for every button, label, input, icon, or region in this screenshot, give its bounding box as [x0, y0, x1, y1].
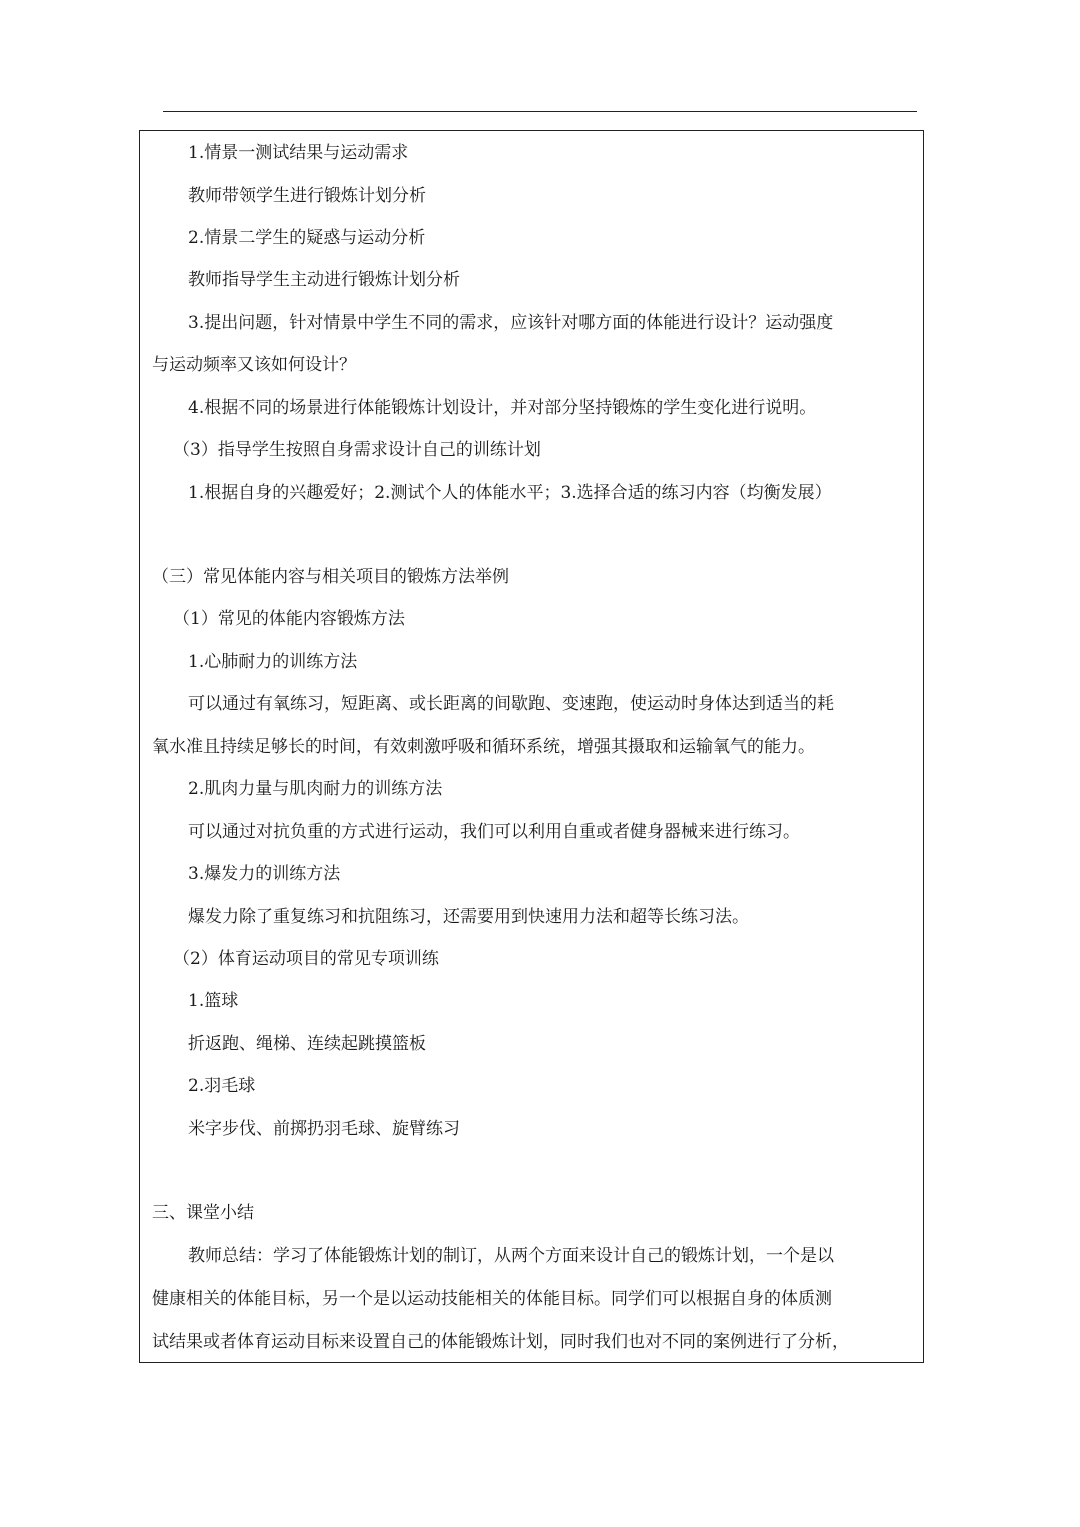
- text-line: 试结果或者体育运动目标来设置自己的体能锻炼计划，同时我们也对不同的案例进行了分析，: [152, 1332, 849, 1352]
- text-line: 教师带领学生进行锻炼计划分析: [188, 186, 426, 206]
- text-line: 可以通过有氧练习，短距离、或长距离的间歇跑、变速跑，使运动时身体达到适当的耗: [188, 694, 834, 714]
- text-line: 氧水准且持续足够长的时间，有效刺激呼吸和循环系统，增强其摄取和运输氧气的能力。: [152, 737, 815, 757]
- text-line: 2.情景二学生的疑惑与运动分析: [188, 228, 426, 248]
- text-line: 可以通过对抗负重的方式进行运动，我们可以利用自重或者健身器械来进行练习。: [188, 822, 800, 842]
- text-line: 3.爆发力的训练方法: [188, 864, 341, 884]
- text-line: 教师总结：学习了体能锻炼计划的制订，从两个方面来设计自己的锻炼计划，一个是以: [188, 1246, 834, 1266]
- text-line: 折返跑、绳梯、连续起跳摸篮板: [188, 1034, 426, 1054]
- text-line: 健康相关的体能目标，另一个是以运动技能相关的体能目标。同学们可以根据自身的体质测: [152, 1289, 832, 1309]
- text-line: 1.情景一测试结果与运动需求: [188, 143, 409, 163]
- text-line: （1）常见的体能内容锻炼方法: [173, 609, 405, 629]
- header-rule: [163, 111, 917, 112]
- text-line: 2.羽毛球: [188, 1076, 256, 1096]
- text-line: 3.提出问题，针对情景中学生不同的需求，应该针对哪方面的体能进行设计？运动强度: [188, 313, 834, 333]
- text-line: 4.根据不同的场景进行体能锻炼计划设计，并对部分坚持锻炼的学生变化进行说明。: [188, 398, 817, 418]
- text-line: 与运动频率又该如何设计？: [152, 355, 356, 375]
- text-line: 1.心肺耐力的训练方法: [188, 652, 358, 672]
- text-line: 教师指导学生主动进行锻炼计划分析: [188, 270, 460, 290]
- text-line: 爆发力除了重复练习和抗阻练习，还需要用到快速用力法和超等长练习法。: [188, 907, 749, 927]
- section-heading: 三、课堂小结: [152, 1203, 254, 1223]
- text-line: 1.篮球: [188, 991, 239, 1011]
- text-line: （2）体育运动项目的常见专项训练: [173, 949, 439, 969]
- section-heading: （三）常见体能内容与相关项目的锻炼方法举例: [152, 567, 509, 587]
- text-line: （3）指导学生按照自身需求设计自己的训练计划: [173, 440, 541, 460]
- text-line: 1.根据自身的兴趣爱好；2.测试个人的体能水平；3.选择合适的练习内容（均衡发展）: [188, 483, 832, 503]
- text-line: 米字步伐、前掷扔羽毛球、旋臂练习: [188, 1119, 460, 1139]
- text-line: 2.肌肉力量与肌肉耐力的训练方法: [188, 779, 443, 799]
